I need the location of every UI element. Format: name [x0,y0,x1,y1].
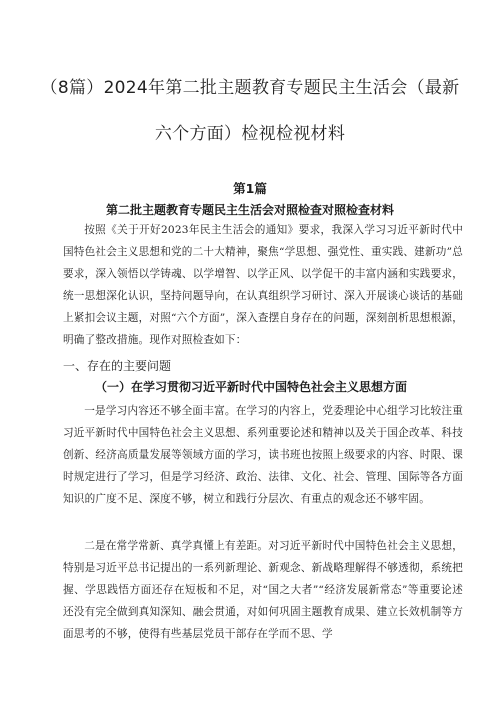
body-paragraph-2: 二是在常学常新、真学真懂上有差距。对习近平新时代中国特色社会主义思想，特别是习近平总书记提出的一系列新理论、新观念、新战略理解得不够透彻，系统把握、学思践悟方面还存在短板和不足，对“国之大者”“经济发展新常态”等重要论述还没有完全做到真知深知、融会贯通，对如何巩固主题教育成果、建立长效机制等方面思考的不够，使得有些基层党员干部存在学而不思、学 [63,540,463,641]
body-paragraph-1: 一是学习内容还不够全面丰富。在学习的内容上，党委理论中心组学习比较注重习近平新时代中国特色社会主义思想、系列重要论述和精神以及关于国企改革、科技创新、经济高质量发展等领域方面的学习，读书班也按照上级要求的内容、时限、课时规定进行了学习，但是学习经济、政治、法律、文化、社会、管理、国际等各方面知识的广度不足、深度不够，树立和践行分层次、有重点的观念还不够牢固。 [63,405,463,506]
section-heading: 一、存在的主要问题 [63,359,172,373]
document-subtitle: 第二批主题教育专题民主生活会对照检查对照检查材料 [105,203,394,217]
subsection-heading: （一）在学习贯彻习近平新时代中国特色社会主义思想方面 [95,380,408,394]
document-title-line-1: （8篇）2024年第二批主题教育专题民主生活会（最新 [40,78,460,98]
part-label: 第1篇 [233,181,267,196]
document-title-line-2: 六个方面）检视检视材料 [154,124,346,144]
intro-paragraph: 按照《关于开好2023年民主生活会的通知》要求，我深入学习习近平新时代中国特色社会主义思想和党的二十大精神，聚焦“学思想、强党性、重实践、建新功”总要求，深入领悟以学铸魂、以学增智、以学正风、以学促干的丰富内涵和实践要求，统一思想深化认识，坚持问题导向，在认真组织学习研讨、深入开展谈心谈话的基础上紧扣会议主题，对照“六个方面”，深入查摆自身存在的问题，深刻剖析思想根源，明确了整改措施。现作对照检查如下： [63,224,463,347]
